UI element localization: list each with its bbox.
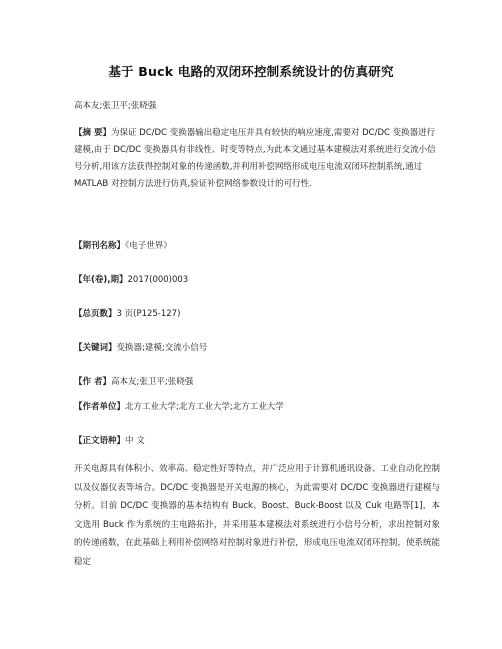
field-value: 2017(000)003: [127, 275, 189, 285]
field-label: 【关键词】: [74, 343, 117, 353]
body-paragraph: 开关电源具有体积小、效率高、稳定性好等特点，并广泛应用于计算机通讯设备、工业自动化控制以及仪器仪表等场合。DC/DC 变换器是开关电源的核心，为此需要对 DC/DC 变换器进行建模与分析。目前 DC/DC 变换器的基本结构有 Buck、Boost、Buck-Boost 以及 Cuk 电路等[1]，本文选用 Buck 作为系统的主电路拓扑，并采用基本建模法对系统进行小信号分析，求出控制对象的传递函数，在此基础上利用补偿网络对控制对象进行补偿，形成电压电流双闭环控制，使系统能稳定: [74, 464, 440, 567]
field-label: 【正文语种】: [74, 436, 126, 446]
field-page-count: [74, 307, 180, 319]
field-value: 《电子世界》: [125, 241, 172, 251]
field-label: 【年(卷),期】: [74, 275, 128, 285]
field-label: 【作 者】: [74, 377, 111, 387]
field-value: 高本友;张卫平;张晓强: [110, 377, 194, 387]
authors-line: 高本友;张卫平;张晓强: [74, 101, 157, 111]
field-value: 中 文: [125, 436, 145, 446]
field-language: [74, 434, 145, 446]
field-value: 北方工业大学;北方工业大学;北方工业大学: [125, 402, 284, 412]
field-author-affiliation: [74, 400, 284, 412]
field-year-volume-issue: [74, 273, 188, 285]
abstract: [74, 125, 440, 193]
field-label: 【期刊名称】: [74, 241, 126, 251]
field-author: [74, 375, 193, 387]
field-label: 【作者单位】: [74, 402, 126, 412]
field-value: 变换器;建模;交流小信号: [116, 343, 208, 353]
field-value: 3 页(P125-127): [116, 309, 181, 319]
field-journal-name: [74, 239, 172, 251]
abstract-label: 【摘 要】: [74, 128, 111, 138]
paper-title: 基于 Buck 电路的双闭环控制系统设计的仿真研究: [108, 64, 394, 79]
abstract-text: 为保证 DC/DC 变换器输出稳定电压并具有较快的响应速度,需要对 DC/DC 变换器进行建模,由于 DC/DC 变换器具有非线性、时变等特点,为此本文通过基本建模法对系统进行交流小信号分析,用该方法获得控制对象的传递函数,并利用补偿网络形成电压电流双闭环控制系统,通过 MATLAB 对控制方法进行仿真,验证补偿网络参数设计的可行性.: [74, 128, 436, 189]
field-label: 【总页数】: [74, 309, 117, 319]
field-keywords: [74, 341, 207, 353]
